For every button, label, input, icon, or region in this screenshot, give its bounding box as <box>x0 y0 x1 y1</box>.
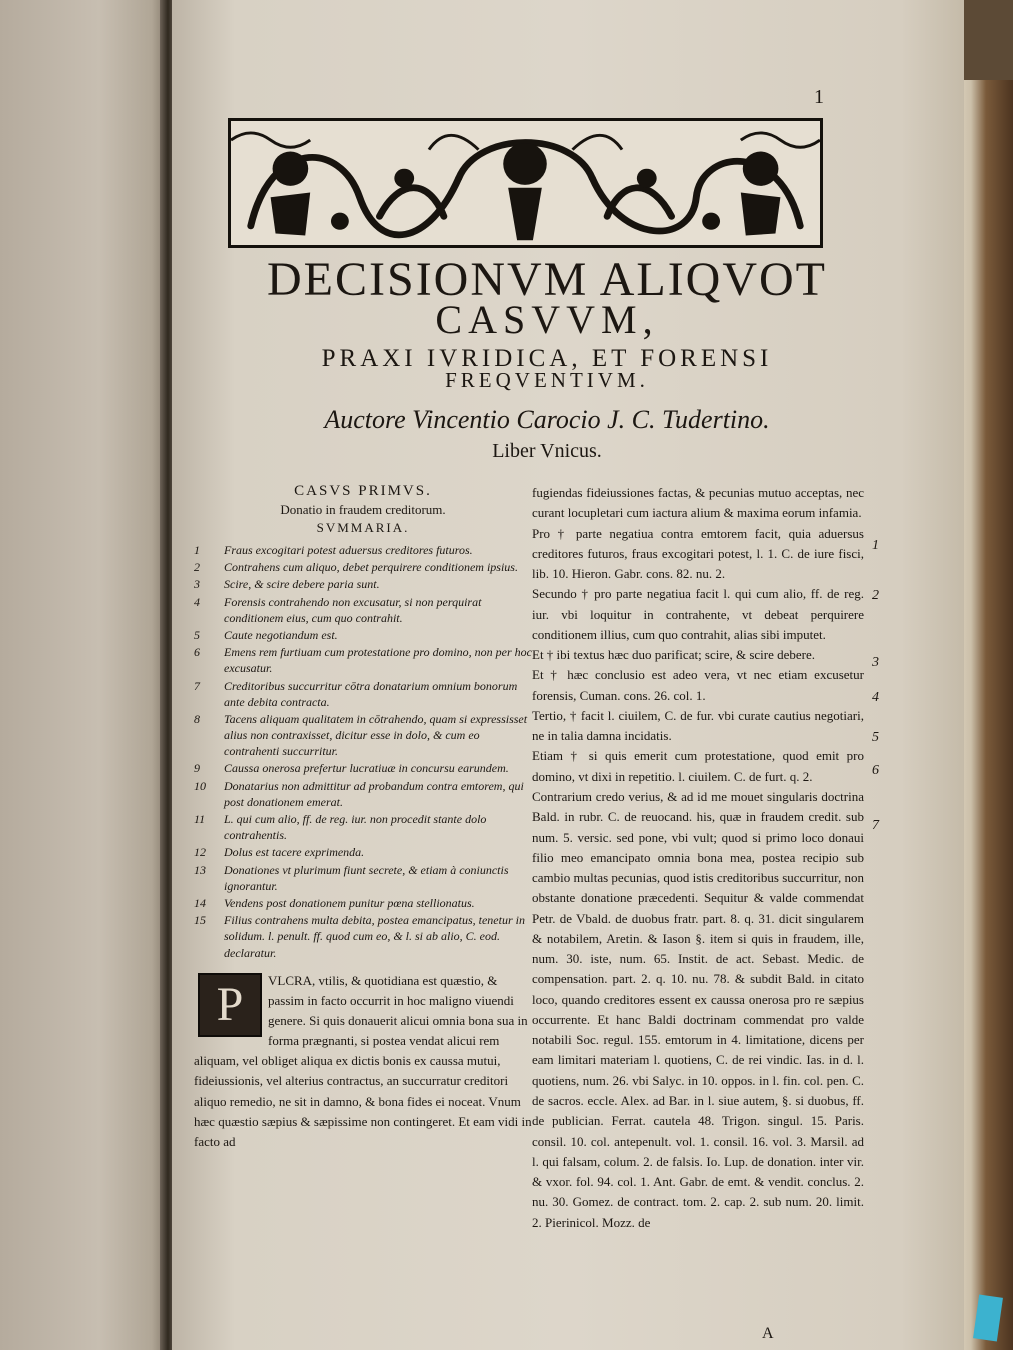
book-page <box>172 0 964 1350</box>
list-item: 9 Caussa onerosa prefertur lucratiuæ in concursu earundem. <box>194 761 509 776</box>
paragraph: Tertio, † facit l. ciuilem, C. de fur. vbi curate cautius negotiari, ne in talia damna incidatis. <box>532 707 864 744</box>
summaria-heading: SVMMARIA. <box>316 520 410 535</box>
list-item: 1 Fraus excogitari potest aduersus creditores futuros. <box>194 543 473 557</box>
list-item: 14 Vendens post donationem punitur pœna stellionatus. <box>194 895 475 910</box>
title-line-3: PRAXI IVRIDICA, ET FORENSI <box>321 345 773 372</box>
list-item: 7 Creditoribus succurritur cōtra donatarium omnium bonorum ante debita contracta. <box>194 678 518 709</box>
margin-number: 3 <box>872 655 879 670</box>
list-item: 4 Forensis contrahendo non excusatur, si non perquirat conditionem eius, cum quo contrahit. <box>194 594 482 625</box>
signature-mark: A <box>762 1325 774 1342</box>
paragraph: Etiam † si quis emerit cum protestatione, quod emit pro domino, vt dixi in repetitio. l. ciuilem. C. de furt. q. 2. <box>532 748 864 784</box>
paragraph: Secundo † pro parte negatiua facit l. qui cum alio, ff. de reg. iur. vbi loquitur in contrahente, vt debeat perquirere conditionem illius, cum quo contrahit, alias sibi imputet. <box>532 586 864 642</box>
folio-number: 1 <box>814 86 824 108</box>
list-item: 10 Donatarius non admittitur ad probandum contra emtorem, qui post donationem emerat. <box>194 778 524 809</box>
liber-line: Liber Vnicus. <box>492 440 602 462</box>
paragraph: Contrarium credo verius, & ad id me mouet singularis doctrina Bald. in rubr. C. de reuocand. his, quæ in fraudem credit. sub num. 5. versic. sed pone, vbi vult; quod si primo loco donaui filio meo emancipato omnia bona mea, postea recipio sub cambio multas pecunias, quod istis creditoribus succurritur, non obstante donatione præcedenti. Sequitur & valde commendat Petr. de Vbald. de duobus fratr. part. 8. q. 31. dicit singularem & notabilem, Aretin. & Iason §. item si quis in fraudem, ille, num. 30. iste, num. 65. Instit. de act. Sebast. Medic. de compensation. part. 2. q. 10. nu. 78. & subdit Bald. in citato loco, quando creditores essent ex caussa onerosa pro re sæpius occurrente. Et hanc Baldi doctrinam commendat pro valde notabili Soc. regul. 155. emtorum in 4. limitatione, dicens per eam limitari materiam l. quotiens, C. de rei vindic. Ias. in d. l. quotiens, num. 26. vbi Salyc. in 10. oppos. in l. fin. col. pen. C. de sacros. eccle. Alex. ad Bar. in l. siue autem, §. si duobus, ff. de publician. Ferrat. cautela 48. Trigon. singul. 15. Paris. consil. 10. col. antepenult. vol. 1. consil. 16. vol. 3. Marsil. ad l. qui falsam, colum. 2. de falsis. Io. Lup. de donation. inter vir. & vxor. fol. 94. col. 1. Ant. Gabr. de emt. & vendit. conclus. 2. nu. 30. Gomez. de contract. tom. 2. cap. 2. sub num. 20. limit. 2. Pierinicol. Mozz. de <box>532 788 864 1230</box>
margin-number: 6 <box>872 763 879 778</box>
list-item: 5 Caute negotiandum est. <box>194 627 338 642</box>
author-line: Auctore Vincentio Carocio J. C. Tudertino. <box>324 405 770 434</box>
list-item: 11 L. qui cum alio, ff. de reg. iur. non procedit stante dolo contrahentis. <box>194 812 487 843</box>
summaria-list <box>194 542 532 961</box>
list-item: 12 Dolus est tacere exprimenda. <box>194 845 365 860</box>
paragraph: Et † hæc conclusio est adeo vera, vt nec etiam excusetur forensis, Cuman. cons. 26. col. 1. <box>532 667 864 703</box>
ornament-icon <box>231 121 820 245</box>
paragraph: Et † ibi textus hæc duo parificat; scire, & scire debere. <box>532 647 816 663</box>
list-item: 13 Donationes vt plurimum fiunt secrete, & etiam à coniunctis ignorantur. <box>194 862 509 893</box>
list-item: 15 Filius contrahens multa debita, postea emancipatus, tenetur in solidum. l. penult. ff. quod cum eo, & l. si ab alio, C. eod. declaratur. <box>194 913 525 960</box>
list-item: 8 Tacens aliquam qualitatem in cōtrahendo, quam si expressisset alius non contraxisset, dicitur esse in dolo, & cum eo contrahenti succurritur. <box>194 711 528 759</box>
decorated-initial: P <box>198 973 262 1037</box>
paragraph: fugiendas fideiussiones factas, & pecunias mutuo acceptas, nec curant locupletari cum iactura alium & maxima eorum infamia. <box>532 485 864 521</box>
right-column <box>532 483 864 1233</box>
list-item: 6 Emens rem furtiuam cum protestatione pro domino, non per hoc excusatur. <box>194 645 532 676</box>
margin-number: 2 <box>872 588 879 603</box>
title-line-4: FREQVENTIVM. <box>445 368 649 392</box>
list-item: 2 Contrahens cum aliquo, debet perquirere conditionem ipsius. <box>194 560 518 575</box>
ornamental-headpiece <box>228 118 823 248</box>
left-column <box>194 483 532 1152</box>
list-item: 3 Scire, & scire debere paria sunt. <box>194 577 380 592</box>
title-line-1: DECISIONVM ALIQVOT <box>267 253 827 306</box>
margin-number: 5 <box>872 730 879 745</box>
margin-number: 1 <box>872 538 879 553</box>
left-facing-page <box>0 0 165 1350</box>
opening-paragraph <box>194 971 532 1152</box>
margin-number: 4 <box>872 690 879 705</box>
casus-heading: CASVS PRIMVS. <box>294 483 432 499</box>
casus-subheading: Donatio in fraudem creditorum. <box>280 502 446 517</box>
margin-number: 7 <box>872 818 879 833</box>
title-line-2: CASVVM, <box>435 297 659 342</box>
opening-text: VLCRA, vtilis, & quotidiana est quæstio, & passim in facto occurrit in hoc maligno viuendi genere. Si quis donauerit alicui omnia bona sua in forma prægnanti, si postea vendat alicui rem aliquam, vel obliget aliqua ex dictis bonis ex caussa mutui, fideiussionis, vel alterius contractus, an succurratur creditori aliquo remedio, ne sit in damno, & bona fides ei noceat. Vnum hæc quæstio sæpius & sæpissime non contingeret. Et eam vidi in facto ad <box>194 972 532 1149</box>
paragraph: Pro † parte negatiua contra emtorem facit, quia aduersus creditores futuros, fraus excogitari potest, l. 1. C. de iure fisci, lib. 10. Hieron. Gabr. cons. 82. nu. 2. <box>532 525 864 582</box>
